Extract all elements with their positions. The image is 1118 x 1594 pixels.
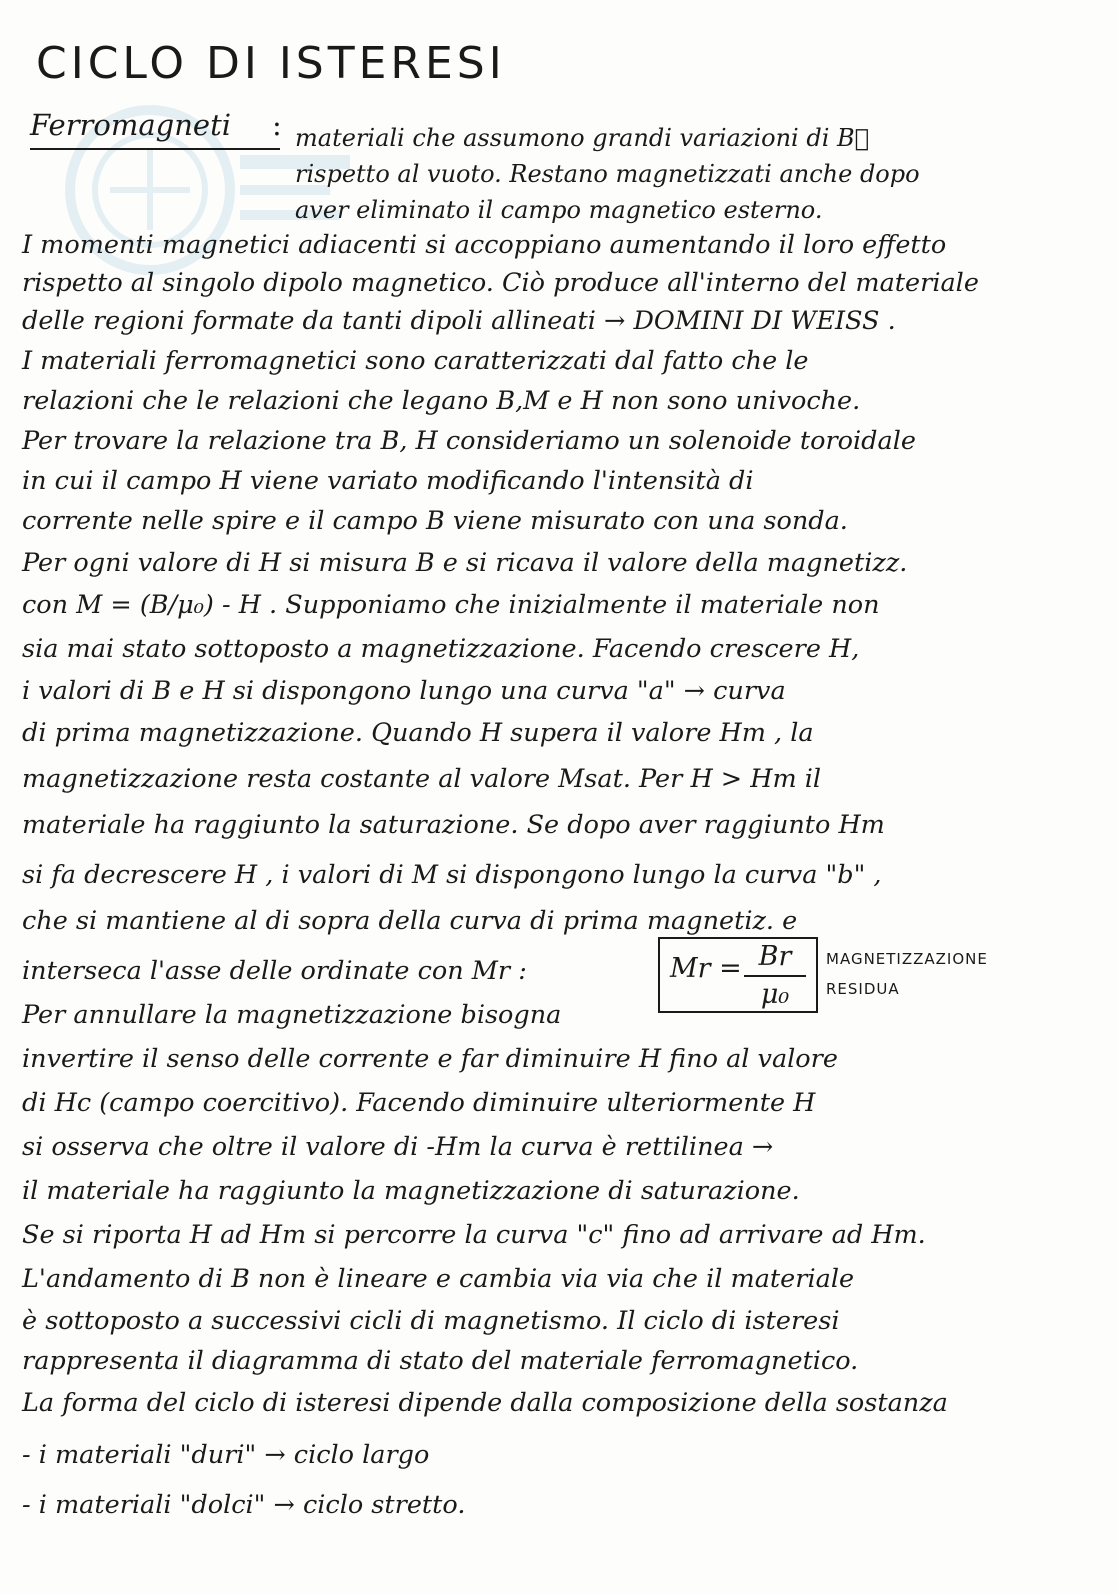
text-line: interseca l'asse delle ordinate con Mr : [22, 956, 527, 986]
page-title: CICLO DI ISTERESI [36, 38, 506, 89]
text-line: Per ogni valore di H si misura B e si ricava il valore della magnetizz. [22, 548, 908, 578]
text-line: delle regioni formate da tanti dipoli allineati → DOMINI DI WEISS . [22, 306, 896, 336]
text-line: L'andamento di B non è lineare e cambia via via che il materiale [22, 1264, 855, 1294]
text-line: che si mantiene al di sopra della curva di prima magnetiz. e [22, 906, 798, 936]
text-line: materiale ha raggiunto la saturazione. Se dopo aver raggiunto Hm [22, 810, 885, 840]
formula-box [658, 937, 818, 1013]
text-line: Per trovare la relazione tra B, H consideriamo un solenoide toroidale [22, 426, 916, 456]
text-line: sia mai stato sottoposto a magnetizzazione. Facendo crescere H, [22, 634, 860, 664]
text-line: di Hc (campo coercitivo). Facendo diminuire ulteriormente H [22, 1088, 816, 1118]
text-line: si osserva che oltre il valore di -Hm la curva è rettilinea → [22, 1132, 774, 1162]
text-line: Se si riporta H ad Hm si percorre la curva "c" fino ad arrivare ad Hm. [22, 1220, 926, 1250]
text-line: invertire il senso delle corrente e far diminuire H fino al valore [22, 1044, 838, 1074]
text-line: in cui il campo H viene variato modificando l'intensità di [22, 466, 754, 496]
text-line: di prima magnetizzazione. Quando H supera il valore Hm , la [22, 718, 814, 748]
text-line: è sottoposto a successivi cicli di magnetismo. Il ciclo di isteresi [22, 1306, 840, 1336]
definition-colon: : [272, 108, 282, 142]
text-line: I materiali ferromagnetici sono caratterizzati dal fatto che le [22, 346, 809, 376]
formula-note: MAGNETIZZAZIONE [826, 950, 988, 968]
text-line: Per annullare la magnetizzazione bisogna [22, 1000, 562, 1030]
text-line: i valori di B e H si dispongono lungo una curva "a" → curva [22, 676, 786, 706]
text-line: rispetto al singolo dipolo magnetico. Ciò produce all'interno del materiale [22, 268, 979, 298]
text-line: con M = (B/μ₀) - H . Supponiamo che inizialmente il materiale non [22, 590, 880, 620]
text-line: si fa decrescere H , i valori di M si dispongono lungo la curva "b" , [22, 860, 882, 890]
text-line: La forma del ciclo di isteresi dipende dalla composizione della sostanza [22, 1388, 948, 1418]
text-line: - i materiali "duri" → ciclo largo [22, 1440, 430, 1470]
definition-line: aver eliminato il campo magnetico esterno. [295, 196, 823, 224]
formula-denominator: μ₀ [760, 979, 790, 1010]
formula-fraction [740, 941, 810, 1013]
text-line: il materiale ha raggiunto la magnetizzazione di saturazione. [22, 1176, 800, 1206]
text-line: relazioni che le relazioni che legano B,M e H non sono univoche. [22, 386, 861, 416]
text-line: magnetizzazione resta costante al valore Msat. Per H > Hm il [22, 764, 822, 794]
text-line: - i materiali "dolci" → ciclo stretto. [22, 1490, 466, 1520]
definition-line: materiali che assumono grandi variazioni di B⃗ [295, 124, 870, 152]
formula-left: Mr = [670, 953, 742, 984]
text-line: rappresenta il diagramma di stato del materiale ferromagnetico. [22, 1346, 859, 1376]
text-line: I momenti magnetici adiacenti si accoppiano aumentando il loro effetto [22, 230, 947, 260]
formula-numerator: Br [758, 941, 792, 972]
definition-line: rispetto al vuoto. Restano magnetizzati anche dopo [295, 160, 920, 188]
formula-note: RESIDUA [826, 980, 900, 998]
definition-underline [30, 148, 280, 150]
text-line: corrente nelle spire e il campo B viene misurato con una sonda. [22, 506, 848, 536]
definition-term: Ferromagneti [30, 108, 232, 142]
